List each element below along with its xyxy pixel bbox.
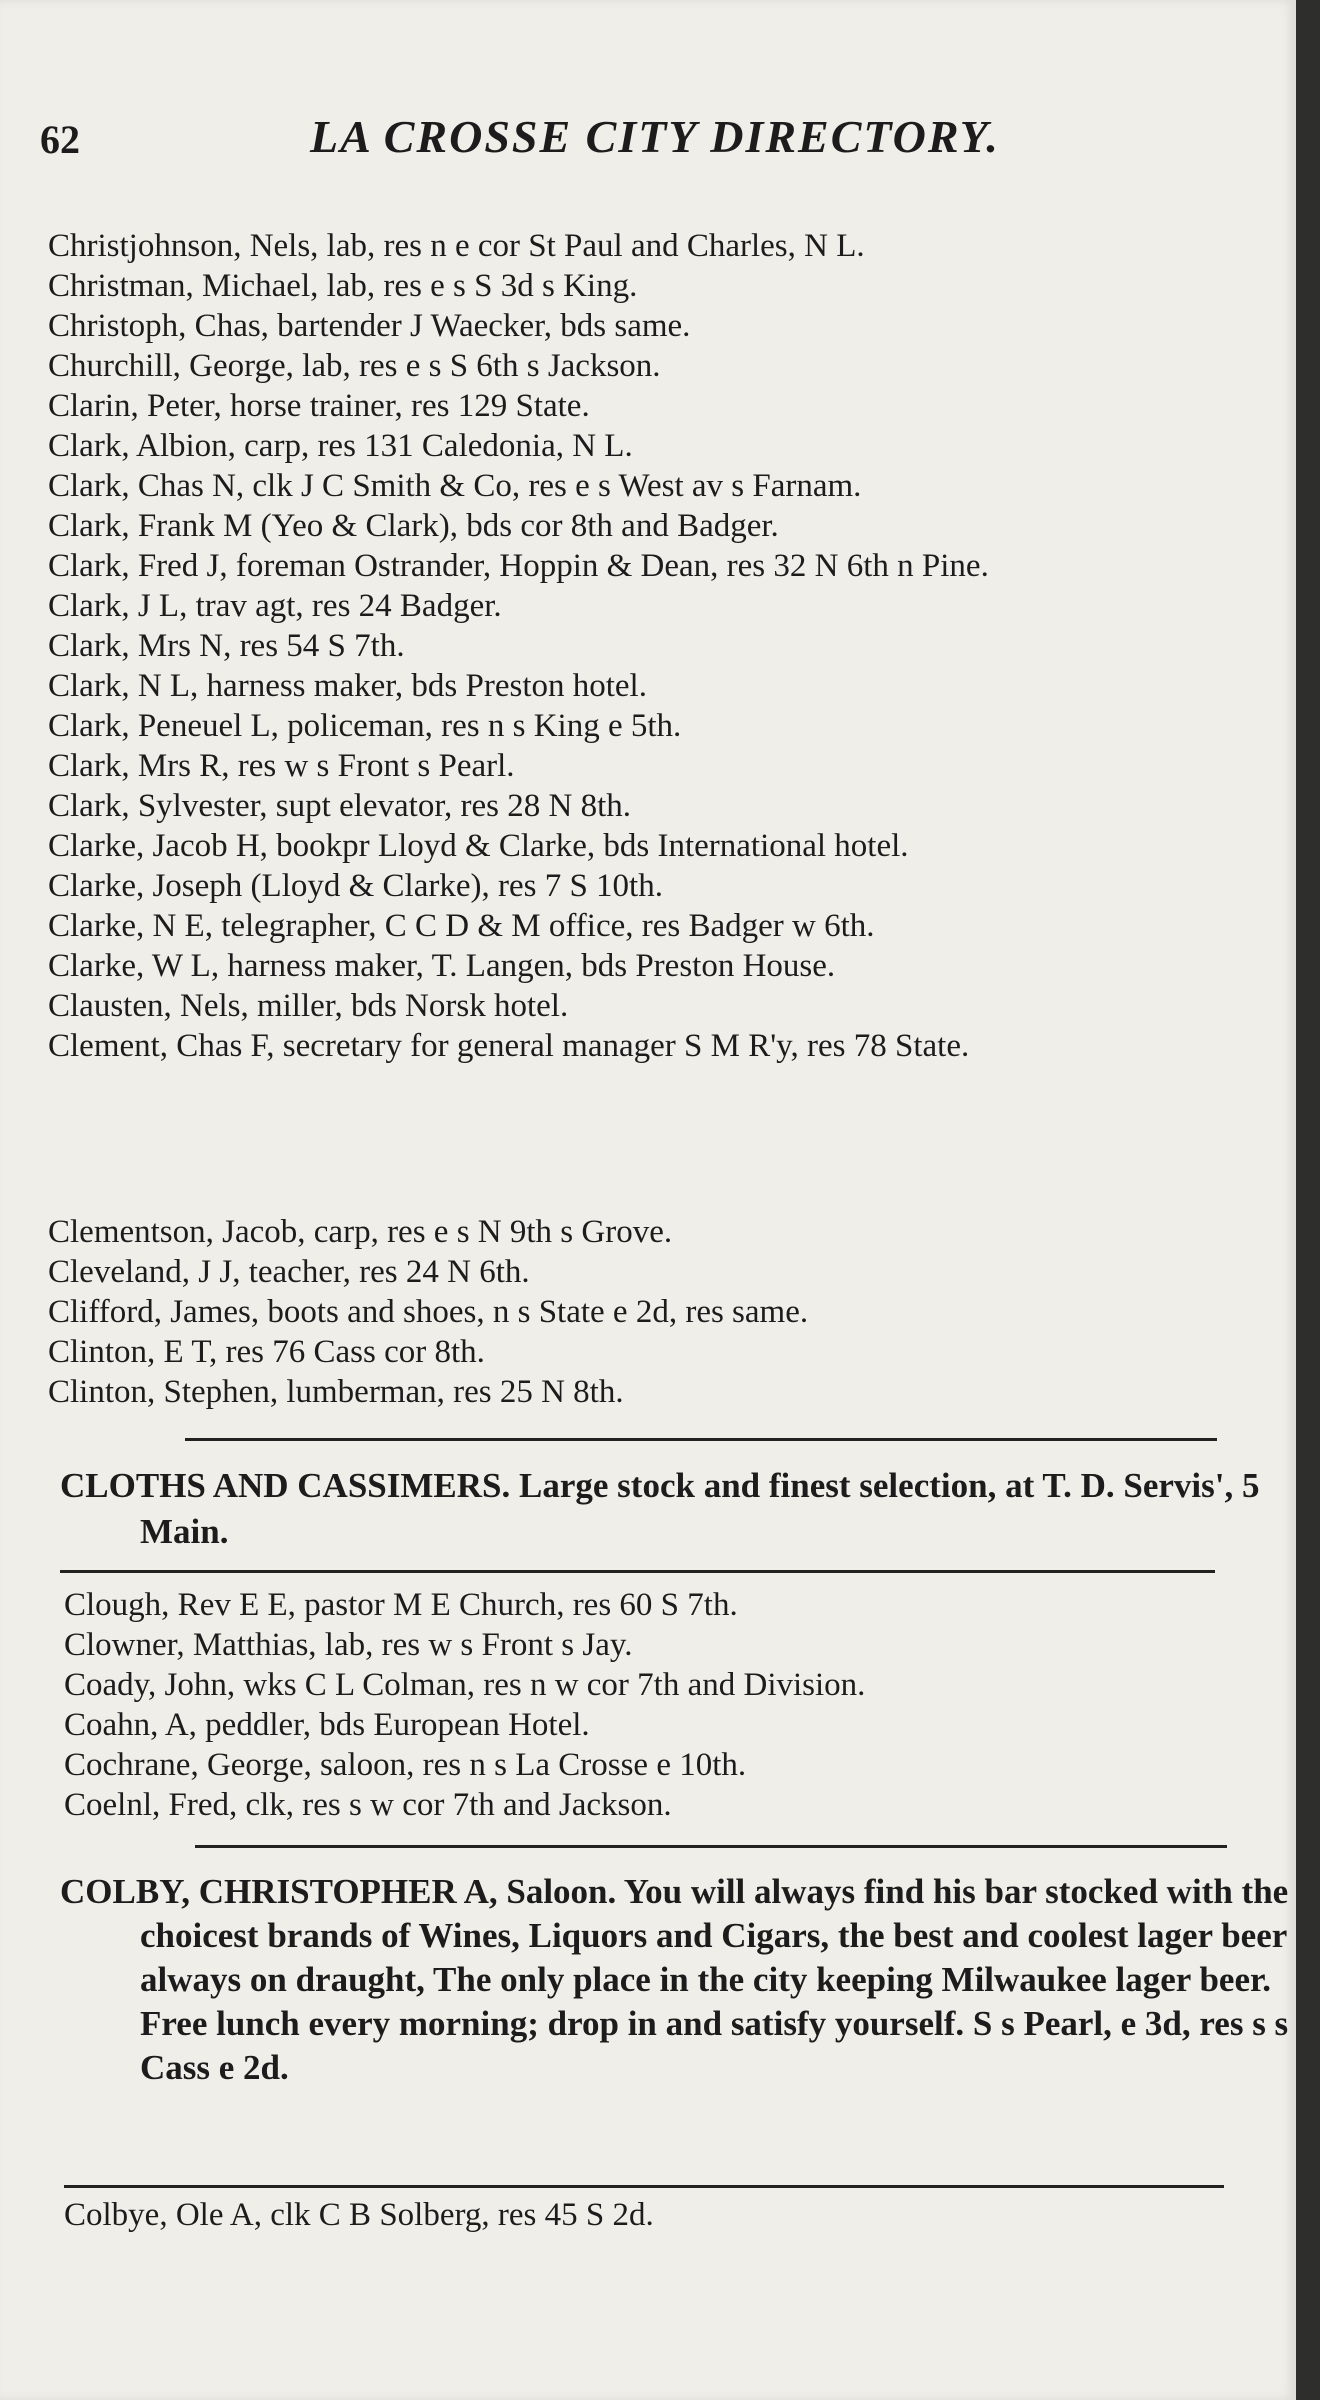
directory-entry: Coelnl, Fred, clk, res s w cor 7th and Jackson. [64,1787,672,1823]
divider [60,1570,1215,1573]
directory-entry: Clarke, N E, telegrapher, C C D & M office, res Badger w 6th. [48,908,875,944]
directory-entry: Christoph, Chas, bartender J Waecker, bds same. [48,308,691,344]
entry-list [48,226,1238,1066]
directory-entry: Cochrane, George, saloon, res n s La Crosse e 10th. [64,1747,747,1783]
entry-list [64,1585,1254,1825]
directory-entry: Clark, N L, harness maker, bds Preston hotel. [48,668,647,704]
directory-entry: Clementson, Jacob, carp, res e s N 9th s Grove. [48,1214,673,1250]
directory-entry: Christman, Michael, lab, res e s S 3d s King. [48,268,638,304]
entry-list [48,1212,1238,1412]
directory-entry: Clarke, W L, harness maker, T. Langen, bds Preston House. [48,948,836,984]
directory-title: LA CROSSE CITY DIRECTORY. [310,111,1000,162]
divider [185,1438,1217,1441]
directory-entry: Clinton, E T, res 76 Cass cor 8th. [48,1334,485,1370]
advertisement-colby: COLBY, CHRISTOPHER A, Saloon. You will always find his bar stocked with the choicest brands of Wines, Liquors and Cigars, the best and coolest lager beer always on draught, The only place in the city keeping Milwaukee lager beer. Free lunch every morning; drop in and satisfy yourself. S s Pearl, e 3d, res s s Cass e 2d. [60,1872,1289,2087]
directory-entry: Clough, Rev E E, pastor M E Church, res 60 S 7th. [64,1587,738,1623]
directory-entry: Coady, John, wks C L Colman, res n w cor 7th and Division. [64,1667,866,1703]
directory-entry: Clement, Chas F, secretary for general manager S M R'y, res 78 State. [48,1028,970,1064]
directory-entry: Clark, Frank M (Yeo & Clark), bds cor 8th and Badger. [48,508,779,544]
directory-entry: Churchill, George, lab, res e s S 6th s Jackson. [48,348,661,384]
directory-entry: Clausten, Nels, miller, bds Norsk hotel. [48,988,569,1024]
directory-entry: Clark, J L, trav agt, res 24 Badger. [48,588,502,624]
directory-entry: Clark, Sylvester, supt elevator, res 28 N 8th. [48,788,631,824]
directory-entry: Clark, Mrs N, res 54 S 7th. [48,628,405,664]
running-head [40,110,1220,170]
directory-entry: Clowner, Matthias, lab, res w s Front s Jay. [64,1627,633,1663]
divider [195,1845,1227,1848]
directory-entry: Clarin, Peter, horse trainer, res 129 State. [48,388,590,424]
directory-entry: Clinton, Stephen, lumberman, res 25 N 8th. [48,1374,624,1410]
directory-entry: Coahn, A, peddler, bds European Hotel. [64,1707,590,1743]
advertisement-servis: CLOTHS AND CASSIMERS. Large stock and finest selection, at T. D. Servis', 5 Main. [60,1466,1260,1551]
directory-entry: Clark, Chas N, clk J C Smith & Co, res e s West av s Farnam. [48,468,862,504]
directory-entry: Clarke, Joseph (Lloyd & Clarke), res 7 S 10th. [48,868,663,904]
directory-entry: Cleveland, J J, teacher, res 24 N 6th. [48,1254,530,1290]
page-number: 62 [40,117,80,162]
directory-entry: Colbye, Ole A, clk C B Solberg, res 45 S 2d. [64,2197,654,2233]
directory-entry: Clark, Fred J, foreman Ostrander, Hoppin & Dean, res 32 N 6th n Pine. [48,548,989,584]
directory-entry: Clark, Mrs R, res w s Front s Pearl. [48,748,515,784]
directory-entry: Clarke, Jacob H, bookpr Lloyd & Clarke, bds International hotel. [48,828,909,864]
directory-entry: Clifford, James, boots and shoes, n s State e 2d, res same. [48,1294,809,1330]
directory-entry: Clark, Peneuel L, policeman, res n s King e 5th. [48,708,682,744]
directory-entry: Christjohnson, Nels, lab, res n e cor St Paul and Charles, N L. [48,228,865,264]
directory-entry: Clark, Albion, carp, res 131 Caledonia, N L. [48,428,633,464]
divider [64,2185,1224,2188]
entry-list [64,2195,1254,2235]
